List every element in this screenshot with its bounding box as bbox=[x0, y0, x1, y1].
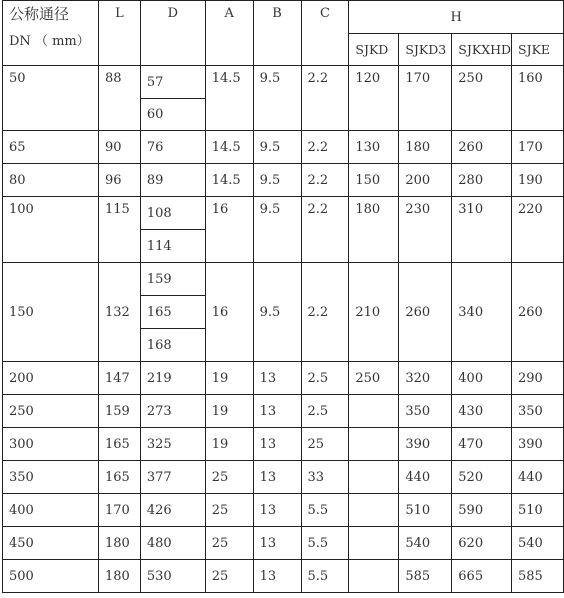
h-sjkd3-cell: 230 bbox=[399, 197, 452, 263]
h-sjkd3-cell: 350 bbox=[399, 395, 452, 428]
h-sjkd-cell: 120 bbox=[349, 66, 399, 131]
d-header: D bbox=[140, 1, 205, 66]
a-cell: 25 bbox=[205, 461, 253, 494]
a-cell: 16 bbox=[205, 197, 253, 263]
d-cell: 76 bbox=[140, 131, 205, 164]
l-cell: 90 bbox=[98, 131, 140, 164]
l-cell: 180 bbox=[98, 560, 140, 593]
dn-cell: 80 bbox=[3, 164, 99, 197]
h-sjke-cell: 170 bbox=[512, 131, 564, 164]
l-cell: 165 bbox=[98, 461, 140, 494]
table-row bbox=[3, 263, 564, 296]
b-cell: 9.5 bbox=[253, 131, 301, 164]
b-cell: 9.5 bbox=[253, 263, 301, 362]
dn-cell: 300 bbox=[3, 428, 99, 461]
dn-cell: 150 bbox=[3, 263, 99, 362]
table-body bbox=[3, 66, 564, 593]
h-header: H bbox=[349, 1, 564, 34]
d-cell: 168 bbox=[140, 329, 205, 362]
table-row bbox=[3, 164, 564, 197]
c-cell: 2.5 bbox=[301, 362, 349, 395]
c-cell: 2.2 bbox=[301, 131, 349, 164]
h-sjkxhd-cell: 340 bbox=[452, 263, 512, 362]
dn-cell: 500 bbox=[3, 560, 99, 593]
table-row bbox=[3, 494, 564, 527]
d-cell: 108 bbox=[140, 197, 205, 230]
dn-header-unit: DN （ mm） bbox=[9, 34, 90, 49]
a-cell: 19 bbox=[205, 428, 253, 461]
h-sjke-cell: 290 bbox=[512, 362, 564, 395]
dn-cell: 250 bbox=[3, 395, 99, 428]
table-row bbox=[3, 362, 564, 395]
table-row bbox=[3, 131, 564, 164]
d-cell: 530 bbox=[140, 560, 205, 593]
h-sjkd-cell bbox=[349, 395, 399, 428]
spec-table-wrapper bbox=[2, 0, 564, 593]
c-cell: 5.5 bbox=[301, 494, 349, 527]
l-cell: 132 bbox=[98, 263, 140, 362]
h-sjkd-cell: 250 bbox=[349, 362, 399, 395]
header-row bbox=[3, 1, 564, 34]
h-sjkd3-cell: 390 bbox=[399, 428, 452, 461]
a-cell: 16 bbox=[205, 263, 253, 362]
h-sjkd3-cell: 510 bbox=[399, 494, 452, 527]
c-cell: 2.2 bbox=[301, 164, 349, 197]
h-sub-sjke: SJKE bbox=[512, 34, 564, 66]
b-cell: 9.5 bbox=[253, 164, 301, 197]
d-cell: 273 bbox=[140, 395, 205, 428]
c-cell: 33 bbox=[301, 461, 349, 494]
h-sjkxhd-cell: 310 bbox=[452, 197, 512, 263]
l-cell: 180 bbox=[98, 527, 140, 560]
d-cell: 325 bbox=[140, 428, 205, 461]
h-sjkd-cell bbox=[349, 527, 399, 560]
h-sjkd-cell bbox=[349, 428, 399, 461]
h-sub-sjkd3: SJKD3 bbox=[399, 34, 452, 66]
h-sjkd3-cell: 540 bbox=[399, 527, 452, 560]
h-sjkxhd-cell: 665 bbox=[452, 560, 512, 593]
dn-cell: 100 bbox=[3, 197, 99, 263]
d-cell: 377 bbox=[140, 461, 205, 494]
c-header: C bbox=[301, 1, 349, 66]
b-cell: 13 bbox=[253, 428, 301, 461]
h-sjkxhd-cell: 430 bbox=[452, 395, 512, 428]
dn-cell: 400 bbox=[3, 494, 99, 527]
c-cell: 5.5 bbox=[301, 527, 349, 560]
h-sjkd3-cell: 320 bbox=[399, 362, 452, 395]
h-sjkd-cell: 150 bbox=[349, 164, 399, 197]
h-sjkd-cell: 210 bbox=[349, 263, 399, 362]
d-cell: 60 bbox=[140, 99, 205, 131]
b-cell: 13 bbox=[253, 461, 301, 494]
table-row bbox=[3, 560, 564, 593]
b-cell: 9.5 bbox=[253, 66, 301, 131]
l-header: L bbox=[98, 1, 140, 66]
h-sjkd3-cell: 260 bbox=[399, 263, 452, 362]
h-sjkd3-cell: 440 bbox=[399, 461, 452, 494]
a-cell: 14.5 bbox=[205, 164, 253, 197]
h-sjke-cell: 160 bbox=[512, 66, 564, 131]
dn-cell: 200 bbox=[3, 362, 99, 395]
h-sjkxhd-cell: 250 bbox=[452, 66, 512, 131]
dn-cell: 350 bbox=[3, 461, 99, 494]
h-sjke-cell: 220 bbox=[512, 197, 564, 263]
a-cell: 25 bbox=[205, 494, 253, 527]
b-header: B bbox=[253, 1, 301, 66]
h-sjkd-cell bbox=[349, 560, 399, 593]
b-cell: 13 bbox=[253, 362, 301, 395]
h-sjkd3-cell: 170 bbox=[399, 66, 452, 131]
a-cell: 14.5 bbox=[205, 66, 253, 131]
l-cell: 165 bbox=[98, 428, 140, 461]
d-cell: 89 bbox=[140, 164, 205, 197]
h-sjkd-cell: 130 bbox=[349, 131, 399, 164]
table-row bbox=[3, 527, 564, 560]
l-cell: 159 bbox=[98, 395, 140, 428]
a-cell: 19 bbox=[205, 395, 253, 428]
a-cell: 25 bbox=[205, 527, 253, 560]
h-sjke-cell: 585 bbox=[512, 560, 564, 593]
table-row bbox=[3, 66, 564, 99]
b-cell: 13 bbox=[253, 494, 301, 527]
c-cell: 2.5 bbox=[301, 395, 349, 428]
table-row bbox=[3, 395, 564, 428]
b-cell: 13 bbox=[253, 560, 301, 593]
a-cell: 14.5 bbox=[205, 131, 253, 164]
l-cell: 170 bbox=[98, 494, 140, 527]
c-cell: 5.5 bbox=[301, 560, 349, 593]
dn-header-cell bbox=[3, 1, 99, 66]
dn-cell: 65 bbox=[3, 131, 99, 164]
c-cell: 2.2 bbox=[301, 197, 349, 263]
l-cell: 96 bbox=[98, 164, 140, 197]
h-sjke-cell: 390 bbox=[512, 428, 564, 461]
a-cell: 25 bbox=[205, 560, 253, 593]
h-sjkd-cell bbox=[349, 461, 399, 494]
h-sjkxhd-cell: 400 bbox=[452, 362, 512, 395]
table-row bbox=[3, 197, 564, 230]
d-cell: 219 bbox=[140, 362, 205, 395]
dn-cell: 450 bbox=[3, 527, 99, 560]
h-sub-sjkd: SJKD bbox=[349, 34, 399, 66]
a-header: A bbox=[205, 1, 253, 66]
h-sjkd3-cell: 585 bbox=[399, 560, 452, 593]
a-cell: 19 bbox=[205, 362, 253, 395]
c-cell: 2.2 bbox=[301, 263, 349, 362]
b-cell: 13 bbox=[253, 395, 301, 428]
c-cell: 25 bbox=[301, 428, 349, 461]
h-sjke-cell: 260 bbox=[512, 263, 564, 362]
d-cell: 57 bbox=[140, 66, 205, 99]
h-sjkxhd-cell: 590 bbox=[452, 494, 512, 527]
h-sjke-cell: 190 bbox=[512, 164, 564, 197]
d-cell: 159 bbox=[140, 263, 205, 296]
h-sjkd-cell bbox=[349, 494, 399, 527]
table-row bbox=[3, 428, 564, 461]
b-cell: 13 bbox=[253, 527, 301, 560]
dn-cell: 50 bbox=[3, 66, 99, 131]
h-sjke-cell: 440 bbox=[512, 461, 564, 494]
dimension-table bbox=[2, 0, 564, 593]
d-cell: 480 bbox=[140, 527, 205, 560]
h-sjkd-cell: 180 bbox=[349, 197, 399, 263]
h-sjkd3-cell: 180 bbox=[399, 131, 452, 164]
h-sjkxhd-cell: 260 bbox=[452, 131, 512, 164]
b-cell: 9.5 bbox=[253, 197, 301, 263]
h-sjke-cell: 540 bbox=[512, 527, 564, 560]
h-sjkxhd-cell: 520 bbox=[452, 461, 512, 494]
h-sjkxhd-cell: 620 bbox=[452, 527, 512, 560]
d-cell: 165 bbox=[140, 296, 205, 329]
h-sjke-cell: 510 bbox=[512, 494, 564, 527]
h-sub-sjkxhd: SJKXHD bbox=[452, 34, 512, 66]
l-cell: 88 bbox=[98, 66, 140, 131]
h-sjke-cell: 350 bbox=[512, 395, 564, 428]
h-sjkd3-cell: 200 bbox=[399, 164, 452, 197]
dn-header-title: 公称通径 bbox=[9, 5, 70, 23]
table-row bbox=[3, 461, 564, 494]
d-cell: 426 bbox=[140, 494, 205, 527]
h-sjkxhd-cell: 280 bbox=[452, 164, 512, 197]
h-sjkxhd-cell: 470 bbox=[452, 428, 512, 461]
l-cell: 115 bbox=[98, 197, 140, 263]
d-cell: 114 bbox=[140, 230, 205, 263]
c-cell: 2.2 bbox=[301, 66, 349, 131]
l-cell: 147 bbox=[98, 362, 140, 395]
